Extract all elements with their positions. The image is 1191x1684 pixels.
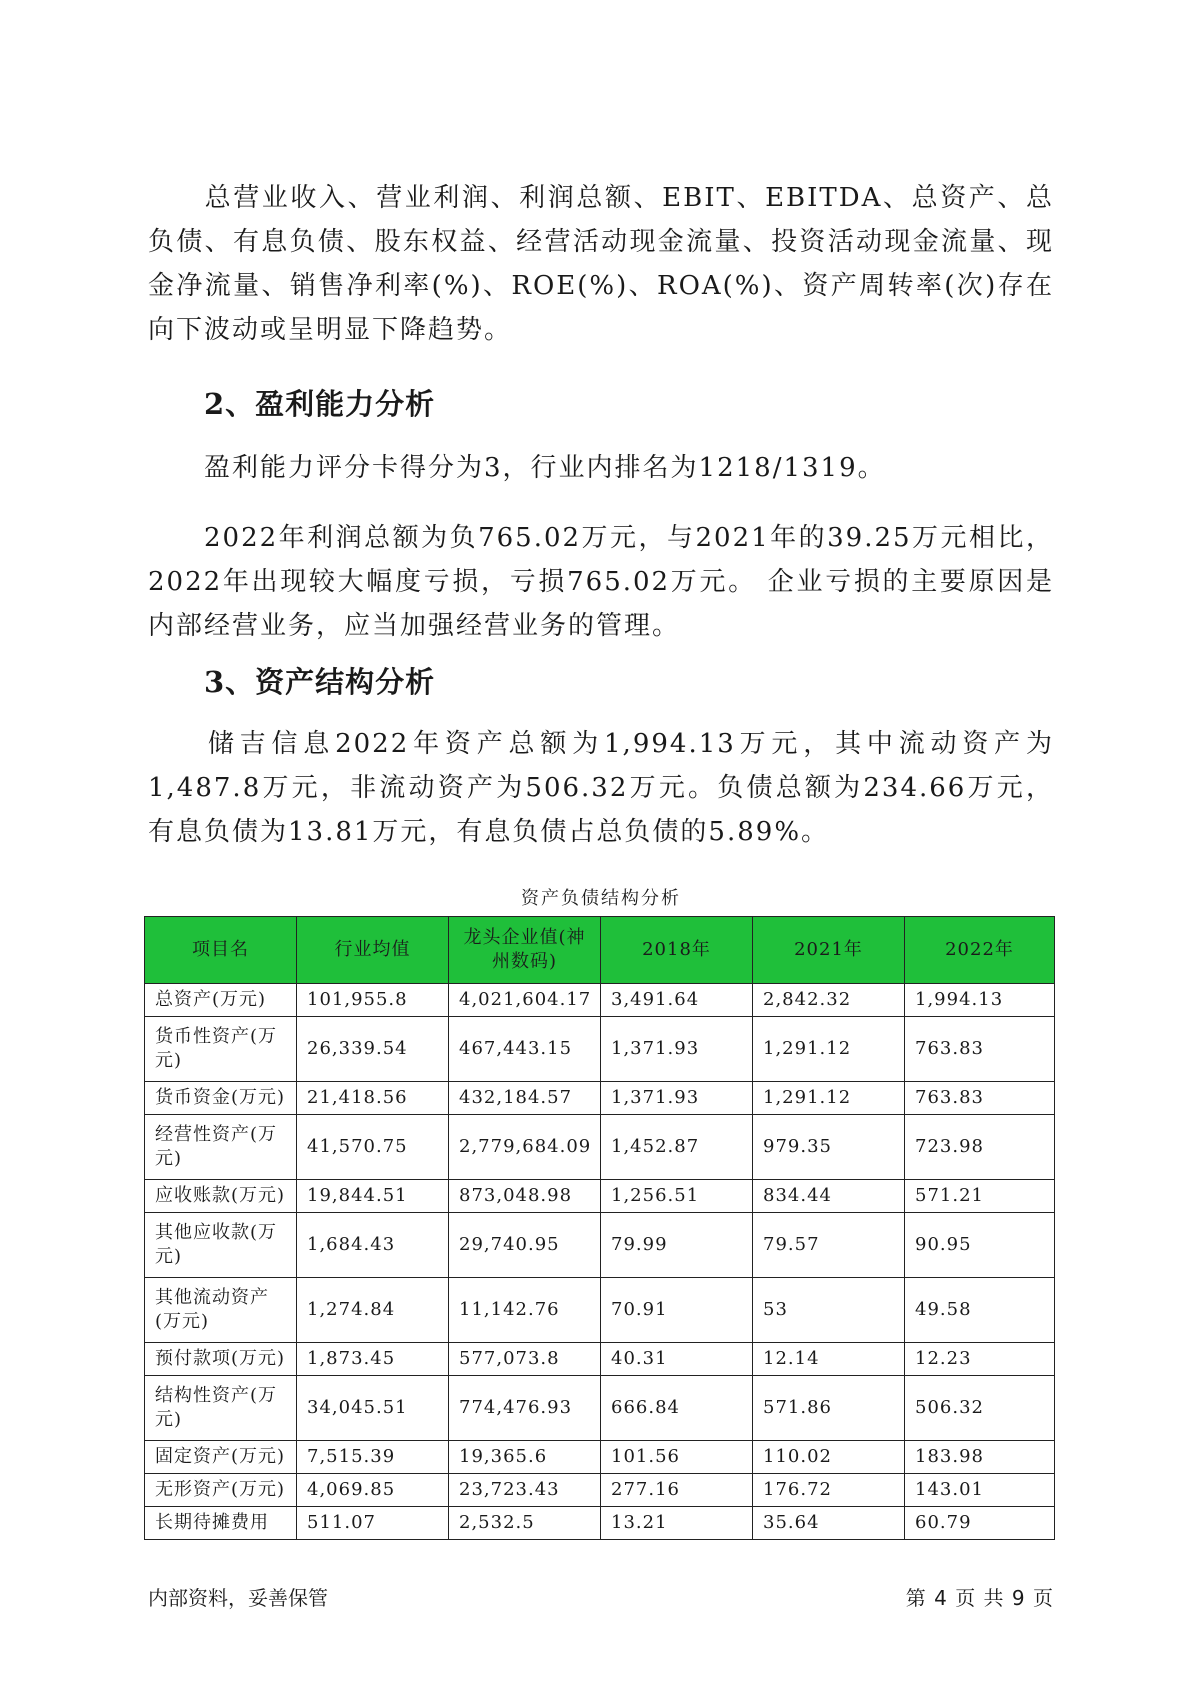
- cell-2022: 49.58: [905, 1278, 1055, 1343]
- row-label: 总资产(万元): [145, 984, 297, 1017]
- cell-2022: 183.98: [905, 1441, 1055, 1474]
- cell-industry-average: 26,339.54: [297, 1017, 449, 1082]
- cell-industry-average: 34,045.51: [297, 1376, 449, 1441]
- table-row: [145, 1278, 1055, 1343]
- section3-paragraph1: [148, 722, 1054, 854]
- row-label: 无形资产(万元): [145, 1474, 297, 1507]
- cell-leader-value: 467,443.15: [449, 1017, 601, 1082]
- cell-leader-value: 11,142.76: [449, 1278, 601, 1343]
- row-label: 应收账款(万元): [145, 1180, 297, 1213]
- balance-structure-table: [144, 916, 1055, 1540]
- cell-leader-value: 774,476.93: [449, 1376, 601, 1441]
- section2-paragraph2-text: 2022年利润总额为负765.02万元，与2021年的39.25万元相比，2022年出现较大幅度亏损，亏损765.02万元。 企业亏损的主要原因是内部经营业务，应当加强经营业务的管理。: [148, 523, 1054, 641]
- cell-2018: 1,256.51: [601, 1180, 753, 1213]
- table-caption: 资产负债结构分析: [521, 888, 681, 909]
- cell-leader-value: 2,779,684.09: [449, 1115, 601, 1180]
- footer-confidential-note: 内部资料，妥善保管: [148, 1586, 328, 1610]
- section3-paragraph1-text: 储吉信息2022年资产总额为1,994.13万元，其中流动资产为1,487.8万元，非流动资产为506.32万元。负债总额为234.66万元，有息负债为13.81万元，有息负债占总负债的5.89%。: [148, 729, 1054, 847]
- cell-industry-average: 1,873.45: [297, 1343, 449, 1376]
- header-item-name: 项目名: [145, 917, 297, 984]
- intro-paragraph: [148, 176, 1054, 352]
- section2-paragraph2: [148, 516, 1054, 648]
- cell-2021: 176.72: [753, 1474, 905, 1507]
- cell-2018: 3,491.64: [601, 984, 753, 1017]
- cell-2021: 79.57: [753, 1213, 905, 1278]
- cell-2022: 723.98: [905, 1115, 1055, 1180]
- cell-2018: 40.31: [601, 1343, 753, 1376]
- cell-industry-average: 7,515.39: [297, 1441, 449, 1474]
- cell-2021: 834.44: [753, 1180, 905, 1213]
- row-label: 固定资产(万元): [145, 1441, 297, 1474]
- cell-2018: 101.56: [601, 1441, 753, 1474]
- cell-2022: 1,994.13: [905, 984, 1055, 1017]
- cell-2021: 110.02: [753, 1441, 905, 1474]
- section2-paragraph1: [148, 446, 1054, 490]
- cell-2022: 90.95: [905, 1213, 1055, 1278]
- row-label: 经营性资产(万元): [145, 1115, 297, 1180]
- cell-industry-average: 21,418.56: [297, 1082, 449, 1115]
- table-row: [145, 1115, 1055, 1180]
- header-leader-value: 龙头企业值(神州数码): [449, 917, 601, 984]
- cell-leader-value: 29,740.95: [449, 1213, 601, 1278]
- row-label: 货币资金(万元): [145, 1082, 297, 1115]
- cell-leader-value: 4,021,604.17: [449, 984, 601, 1017]
- cell-leader-value: 19,365.6: [449, 1441, 601, 1474]
- cell-2022: 763.83: [905, 1082, 1055, 1115]
- cell-2021: 1,291.12: [753, 1017, 905, 1082]
- cell-2018: 70.91: [601, 1278, 753, 1343]
- section2-paragraph1-text: 盈利能力评分卡得分为3，行业内排名为1218/1319。: [204, 453, 886, 483]
- cell-leader-value: 432,184.57: [449, 1082, 601, 1115]
- cell-2022: 12.23: [905, 1343, 1055, 1376]
- footer-page-number: 第 4 页 共 9 页: [905, 1586, 1054, 1610]
- cell-2018: 1,371.93: [601, 1017, 753, 1082]
- cell-industry-average: 19,844.51: [297, 1180, 449, 1213]
- cell-2022: 60.79: [905, 1507, 1055, 1540]
- table-row: [145, 1507, 1055, 1540]
- cell-2018: 666.84: [601, 1376, 753, 1441]
- row-label: 其他应收款(万元): [145, 1213, 297, 1278]
- cell-2018: 277.16: [601, 1474, 753, 1507]
- table-header-row: [145, 917, 1055, 984]
- table-row: [145, 1441, 1055, 1474]
- cell-2018: 79.99: [601, 1213, 753, 1278]
- cell-2021: 12.14: [753, 1343, 905, 1376]
- row-label: 长期待摊费用: [145, 1507, 297, 1540]
- table-row: [145, 1343, 1055, 1376]
- cell-2021: 35.64: [753, 1507, 905, 1540]
- cell-leader-value: 23,723.43: [449, 1474, 601, 1507]
- cell-2021: 979.35: [753, 1115, 905, 1180]
- header-2018: 2018年: [601, 917, 753, 984]
- row-label: 其他流动资产(万元): [145, 1278, 297, 1343]
- cell-2022: 506.32: [905, 1376, 1055, 1441]
- cell-2018: 1,371.93: [601, 1082, 753, 1115]
- header-2021: 2021年: [753, 917, 905, 984]
- table-row: [145, 1017, 1055, 1082]
- table-row: [145, 1376, 1055, 1441]
- cell-2021: 1,291.12: [753, 1082, 905, 1115]
- cell-industry-average: 511.07: [297, 1507, 449, 1540]
- cell-2021: 2,842.32: [753, 984, 905, 1017]
- cell-2022: 143.01: [905, 1474, 1055, 1507]
- table-row: [145, 1082, 1055, 1115]
- row-label: 预付款项(万元): [145, 1343, 297, 1376]
- section2-heading: 2、盈利能力分析: [204, 387, 436, 421]
- table-row: [145, 1213, 1055, 1278]
- cell-industry-average: 1,274.84: [297, 1278, 449, 1343]
- intro-paragraph-text: 总营业收入、营业利润、利润总额、EBIT、EBITDA、总资产、总负债、有息负债、股东权益、经营活动现金流量、投资活动现金流量、现金净流量、销售净利率(%)、ROE(%)、ROA(%)、资产周转率(次)存在向下波动或呈明显下降趋势。: [148, 183, 1054, 345]
- cell-2018: 1,452.87: [601, 1115, 753, 1180]
- cell-leader-value: 577,073.8: [449, 1343, 601, 1376]
- cell-2021: 53: [753, 1278, 905, 1343]
- cell-industry-average: 1,684.43: [297, 1213, 449, 1278]
- cell-industry-average: 41,570.75: [297, 1115, 449, 1180]
- row-label: 货币性资产(万元): [145, 1017, 297, 1082]
- cell-2022: 571.21: [905, 1180, 1055, 1213]
- cell-2018: 13.21: [601, 1507, 753, 1540]
- table-row: [145, 1474, 1055, 1507]
- cell-2022: 763.83: [905, 1017, 1055, 1082]
- cell-leader-value: 2,532.5: [449, 1507, 601, 1540]
- header-industry-average: 行业均值: [297, 917, 449, 984]
- cell-2021: 571.86: [753, 1376, 905, 1441]
- cell-industry-average: 4,069.85: [297, 1474, 449, 1507]
- table-row: [145, 984, 1055, 1017]
- header-2022: 2022年: [905, 917, 1055, 984]
- cell-industry-average: 101,955.8: [297, 984, 449, 1017]
- section3-heading: 3、资产结构分析: [204, 665, 436, 699]
- row-label: 结构性资产(万元): [145, 1376, 297, 1441]
- table-row: [145, 1180, 1055, 1213]
- cell-leader-value: 873,048.98: [449, 1180, 601, 1213]
